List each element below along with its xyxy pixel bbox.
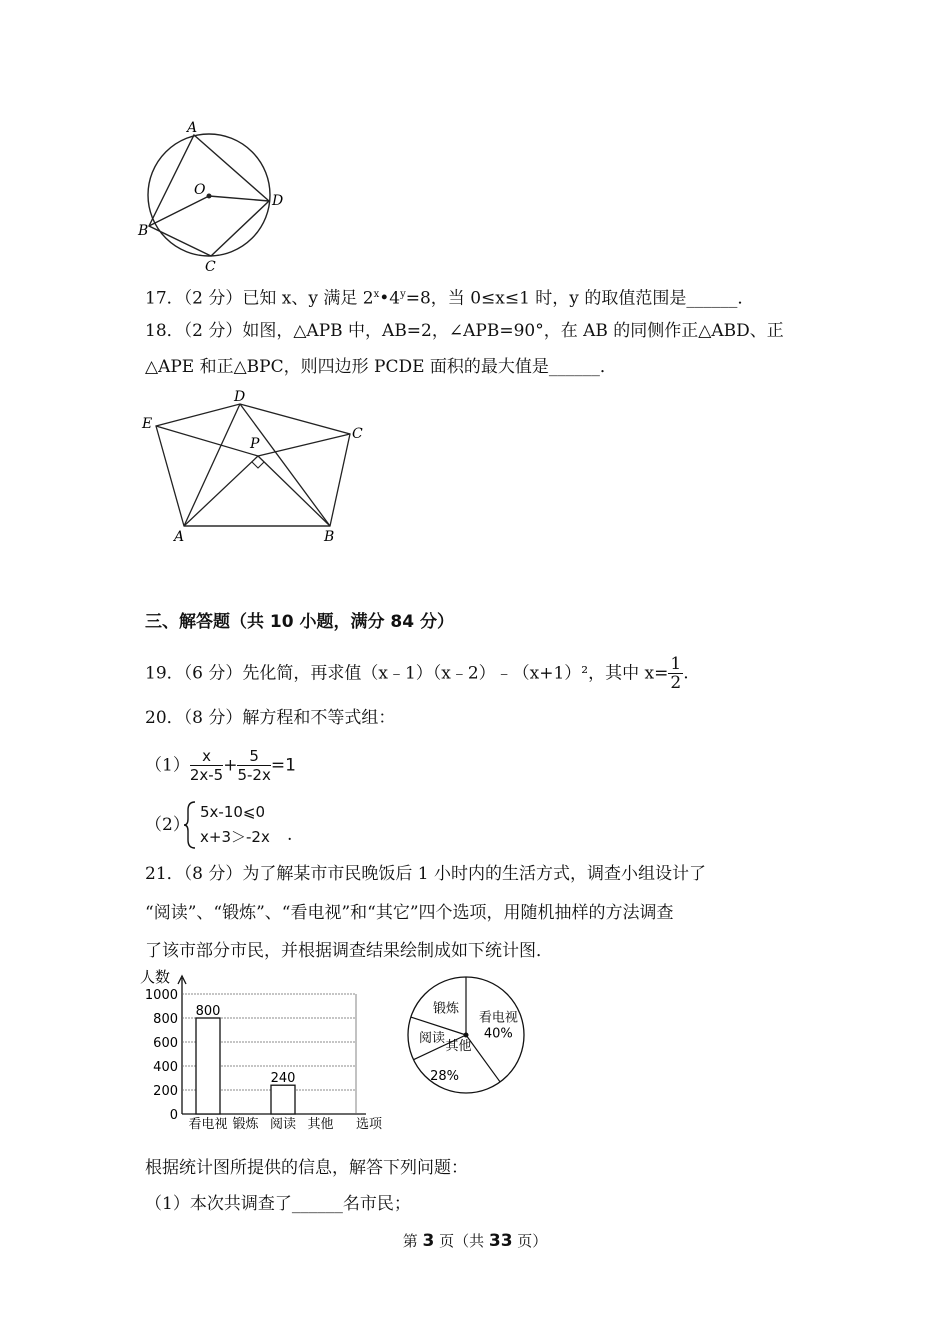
label-b: B	[138, 223, 149, 239]
right-angle-mark	[252, 462, 264, 468]
q19-text: 19．（6 分）先化简，再求值（x﹣1）（x﹣2）﹣（x+1）²，其中 x=	[145, 663, 669, 684]
figure-circle-quadrilateral	[135, 118, 295, 278]
label-d: D	[272, 193, 284, 209]
page-footer	[0, 1230, 950, 1251]
question-18-line2: △APE 和正△BPC，则四边形 PCDE 面积的最大值是______．	[145, 357, 617, 377]
q19-tail: .	[683, 663, 689, 684]
q17-mid: •4	[379, 288, 401, 309]
question-20: 20．（8 分）解方程和不等式组：	[145, 708, 396, 728]
pie-chart	[402, 970, 532, 1100]
segment-bo	[149, 196, 209, 226]
segment-bp	[258, 456, 330, 526]
figure-pentagon-pcde	[138, 386, 378, 548]
section-heading: 三、解答题（共 10 小题，满分 84 分）	[145, 612, 454, 632]
center-point	[207, 194, 212, 199]
bar-chart	[138, 966, 393, 1132]
x-category-label: 看电视	[188, 1117, 228, 1132]
label-d: D	[234, 389, 246, 405]
footer-total: 33	[488, 1231, 513, 1251]
x-category-label: 锻炼	[232, 1117, 259, 1132]
x-axis-title: 选项	[356, 1117, 383, 1132]
segment-bd	[240, 404, 330, 526]
pie-percent-label: 28%	[430, 1069, 459, 1085]
y-tick-label: 800	[153, 1012, 178, 1027]
q20-fraction-2	[237, 747, 270, 784]
q20-p1-label: （1）	[145, 755, 190, 776]
x-category-label: 阅读	[269, 1117, 297, 1132]
bar	[271, 1085, 295, 1114]
segment-ad	[184, 404, 240, 526]
q20-p2-tail: .	[287, 825, 293, 845]
q17-sup-y: y	[400, 289, 406, 300]
y-tick-label: 400	[153, 1060, 178, 1075]
y-tick-label: 200	[153, 1084, 178, 1099]
label-c: C	[352, 426, 363, 442]
q20-f1-den: 2x-5	[189, 766, 224, 784]
question-21-line3: 了该市部分市民，并根据调查结果绘制成如下统计图．	[145, 941, 553, 961]
question-21-line2: “阅读”、“锻炼”、“看电视”和“其它”四个选项，用随机抽样的方法调查	[145, 903, 674, 923]
q19-fraction	[668, 655, 683, 692]
after-chart-line2: （1）本次共调查了______名市民；	[145, 1194, 411, 1214]
pie-percent-label: 40%	[483, 1026, 513, 1042]
y-tick-label: 0	[169, 1108, 178, 1123]
question-18-line1: 18．（2 分）如图，△APB 中，AB=2，∠APB=90°，在 AB 的同侧作正△ABD、正	[145, 321, 784, 341]
label-o: O	[194, 182, 206, 198]
after-chart-line1: 根据统计图所提供的信息，解答下列问题：	[145, 1158, 468, 1178]
q20-eq: =1	[270, 755, 296, 776]
q20-p2-line2: x+3＞-2x	[200, 828, 270, 846]
q20-p2-line1: 5x-10⩽0	[200, 803, 266, 821]
q20-p2-label: （2）	[145, 815, 190, 835]
q20-f1-num: x	[190, 747, 223, 766]
pie-slice-label: 锻炼	[433, 1001, 460, 1017]
label-e: E	[142, 416, 153, 432]
q20-fraction-1	[190, 747, 223, 784]
y-tick-label: 600	[153, 1036, 178, 1051]
segment-od	[209, 196, 269, 201]
bar	[196, 1018, 220, 1114]
q17-sup-x: x	[373, 289, 380, 300]
segment-ep	[156, 426, 258, 456]
q17-text: 已知 x、y 满足 2	[242, 288, 374, 309]
q19-frac-num: 1	[670, 654, 682, 674]
x-category-label: 其他	[307, 1117, 334, 1132]
segment-ap	[184, 456, 258, 526]
label-p: P	[250, 436, 260, 452]
label-b: B	[324, 529, 335, 545]
pie-slice-label: 阅读	[419, 1031, 446, 1047]
segment-cp	[258, 434, 350, 456]
q17-number: 17．	[145, 288, 184, 309]
bar-value-label: 800	[195, 1004, 221, 1019]
footer-pre: 第	[402, 1232, 423, 1250]
label-a: A	[187, 120, 198, 136]
footer-post: 页）	[512, 1232, 548, 1250]
q20-f2-den: 5-2x	[237, 766, 271, 784]
q20-part1	[145, 747, 296, 784]
brace-icon	[183, 800, 197, 850]
y-axis-title: 人数	[140, 968, 171, 986]
label-a: A	[174, 529, 185, 545]
q20-f2-num: 5	[237, 747, 270, 766]
q19-frac-den: 2	[670, 673, 682, 693]
q20-plus: +	[223, 755, 238, 776]
q17-tail: =8，当 0≤x≤1 时，y 的取值范围是______．	[405, 288, 755, 309]
y-tick-label: 1000	[144, 988, 178, 1003]
question-17	[145, 284, 754, 310]
pie-slice-label: 看电视	[478, 1010, 518, 1026]
pie-center	[464, 1033, 469, 1038]
pie-slice-label: 其他	[445, 1039, 472, 1055]
footer-page: 3	[422, 1231, 435, 1251]
footer-mid: 页（共	[434, 1232, 489, 1250]
question-19	[145, 655, 689, 692]
label-c: C	[205, 259, 216, 275]
question-21-line1: 21．（8 分）为了解某市市民晚饭后 1 小时内的生活方式，调查小组设计了	[145, 864, 706, 884]
q17-score: （2 分）	[183, 288, 243, 309]
bar-value-label: 240	[270, 1071, 296, 1087]
